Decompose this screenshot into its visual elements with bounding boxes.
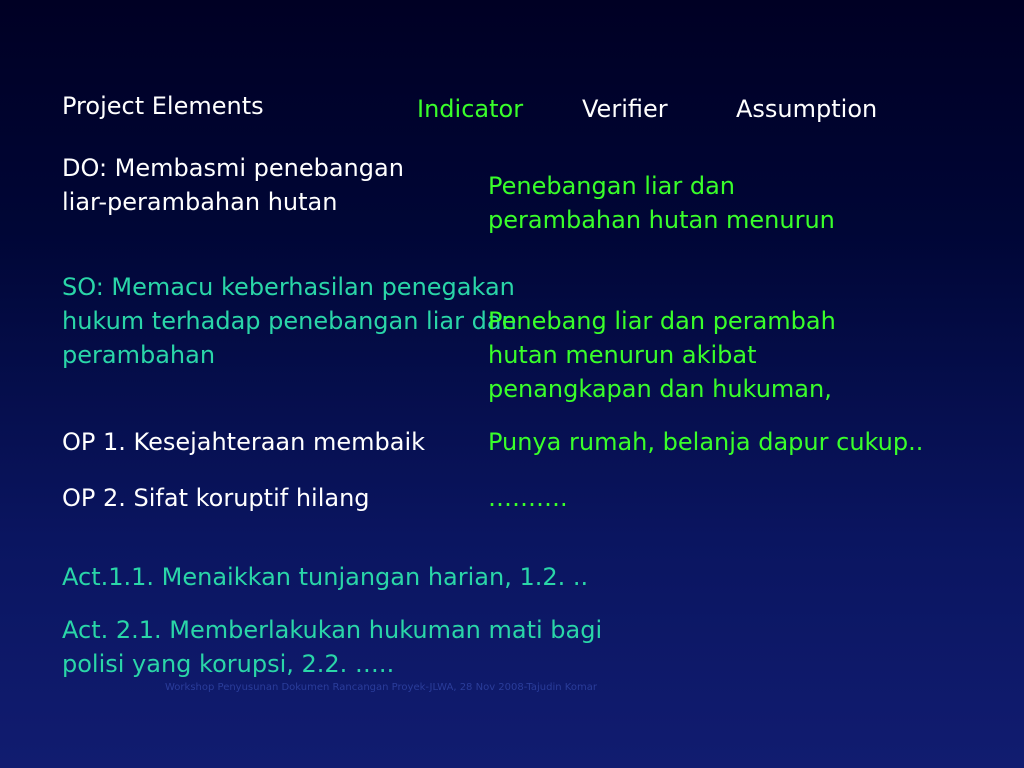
header-verifier: Verifier (582, 95, 668, 123)
header-project-elements: Project Elements (62, 92, 264, 120)
header-indicator: Indicator (417, 95, 524, 123)
activity-2-line-1: Act. 2.1. Memberlakukan hukuman mati bagi (62, 616, 603, 644)
header-assumption: Assumption (736, 95, 878, 123)
so-line-2: hukum terhadap penebangan liar dan (62, 307, 517, 335)
op2-element: OP 2. Sifat koruptif hilang (62, 484, 370, 512)
do-line-1: DO: Membasmi penebangan (62, 154, 404, 182)
do-indicator (488, 169, 835, 237)
activity-2-line-2: polisi yang korupsi, 2.2. ….. (62, 650, 395, 678)
so-indicator-line-1: Penebang liar dan perambah (488, 307, 836, 335)
op1-indicator: Punya rumah, belanja dapur cukup.. (488, 428, 924, 456)
so-indicator-line-2: hutan menurun akibat (488, 341, 757, 369)
do-line-2: liar-perambahan hutan (62, 188, 338, 216)
so-indicator (488, 304, 836, 406)
activity-1: Act.1.1. Menaikkan tunjangan harian, 1.2. .. (62, 563, 589, 591)
so-element (62, 270, 517, 372)
op2-indicator: ………. (488, 484, 568, 512)
do-indicator-line-1: Penebangan liar dan (488, 172, 735, 200)
so-indicator-line-3: penangkapan dan hukuman, (488, 375, 832, 403)
so-line-1: SO: Memacu keberhasilan penegakan (62, 273, 515, 301)
do-element (62, 151, 404, 219)
so-line-3: perambahan (62, 341, 216, 369)
activity-2 (62, 613, 602, 681)
op1-element: OP 1. Kesejahteraan membaik (62, 428, 426, 456)
slide-footer: Workshop Penyusunan Dokumen Rancangan Proyek-JLWA, 28 Nov 2008-Tajudin Komar (165, 682, 597, 693)
do-indicator-line-2: perambahan hutan menurun (488, 206, 835, 234)
